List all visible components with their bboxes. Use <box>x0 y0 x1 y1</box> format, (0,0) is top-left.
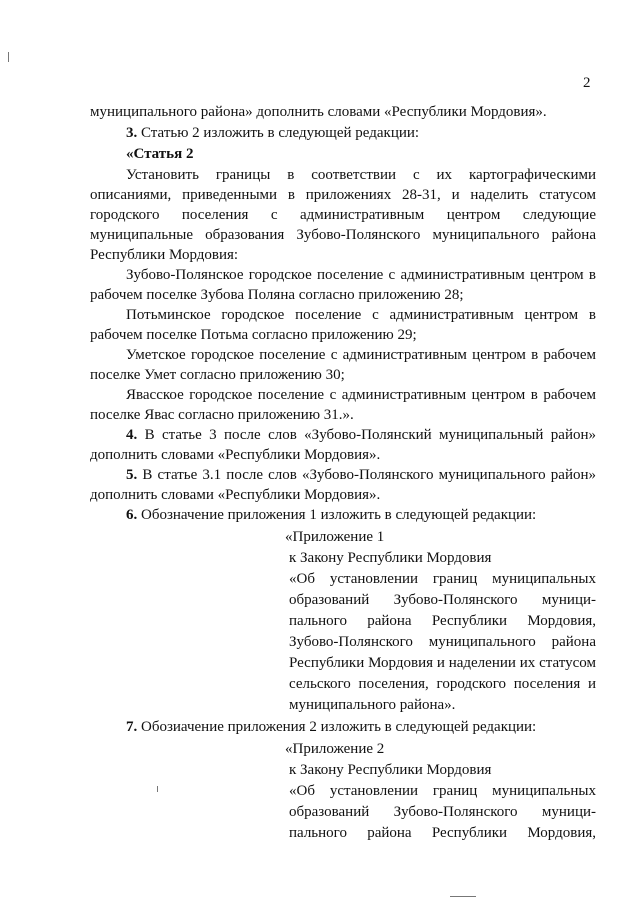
text-line: Установить границы в соответствии с их картографическими <box>126 167 596 183</box>
text-line: описаниями, приведенными в приложениях 28-31, и наделить статусом <box>90 187 596 203</box>
text-line: поселке Явас согласно приложению 31.». <box>90 407 354 423</box>
appendix-1-title: «Приложение 1 <box>285 529 385 545</box>
item-number: 4. <box>126 427 138 443</box>
item-text: В статье 3 после слов «Зубово-Полянский муниципальный район» <box>144 427 597 443</box>
text-line: Потьминское городское поселение с административным центром в <box>126 307 596 323</box>
scan-mark <box>157 786 158 792</box>
item-number: 6. <box>126 507 138 523</box>
text-line: Явасское городское поселение с административным центром в рабочем <box>126 387 596 403</box>
text-line: пального района Республики Мордовия, <box>289 613 596 629</box>
item-text: Обозначение приложения 1 изложить в следующей редакции: <box>141 507 537 523</box>
text-line: Уметское городское поселение с административным центром в рабочем <box>126 347 596 363</box>
item-3 <box>126 124 419 143</box>
item-text: В статье 3.1 после слов «Зубово-Полянского муниципального район» <box>142 467 597 483</box>
item-number: 5. <box>126 467 138 483</box>
text-line: «Об установлении границ муниципальных <box>289 783 596 799</box>
page-number: 2 <box>583 75 591 91</box>
text-line: Республики Мордовия: <box>90 247 239 263</box>
text-line: к Закону Республики Мордовия <box>289 550 492 566</box>
item-6 <box>126 506 536 525</box>
scan-mark <box>8 52 9 62</box>
text-line: к Закону Республики Мордовия <box>289 762 492 778</box>
article-heading: «Статья 2 <box>126 146 194 162</box>
item-number: 3. <box>126 125 138 141</box>
text-line: муниципального района». <box>289 697 456 713</box>
text-line: рабочем поселке Потьма согласно приложению 29; <box>90 327 417 343</box>
text-line: городского поселения с административным центром следующие <box>90 207 596 223</box>
text-line: образований Зубово-Полянского муници- <box>289 592 596 608</box>
text-line: сельского поселения, городского поселения и <box>289 676 596 692</box>
text-line: Республики Мордовия и наделении их статусом <box>289 655 596 671</box>
item-4 <box>126 426 596 445</box>
text-line: образований Зубово-Полянского муници- <box>289 804 596 820</box>
item-7 <box>126 718 536 737</box>
text-line: дополнить словами «Республики Мордовия». <box>90 447 381 463</box>
item-5 <box>126 466 596 485</box>
item-text: Обозиачение приложения 2 изложить в следующей редакции: <box>141 719 537 735</box>
text-line: муниципального района» дополнить словами «Республики Мордовия». <box>90 104 547 120</box>
text-line: дополнить словами «Республики Мордовия». <box>90 487 381 503</box>
item-number: 7. <box>126 719 138 735</box>
text-line: «Об установлении границ муниципальных <box>289 571 596 587</box>
text-line: пального района Республики Мордовия, <box>289 825 596 841</box>
text-line: рабочем поселке Зубова Поляна согласно приложению 28; <box>90 287 464 303</box>
text-line: муниципальные образования Зубово-Полянского муниципального района <box>90 227 596 243</box>
item-text: Статью 2 изложить в следующей редакции: <box>141 125 420 141</box>
appendix-2-title: «Приложение 2 <box>285 741 385 757</box>
scan-mark <box>450 896 476 897</box>
text-line: поселке Умет согласно приложению 30; <box>90 367 345 383</box>
text-line: Зубово-Полянское городское поселение с административным центром в <box>126 267 596 283</box>
text-line: Зубово-Полянского муниципального района <box>289 634 596 650</box>
